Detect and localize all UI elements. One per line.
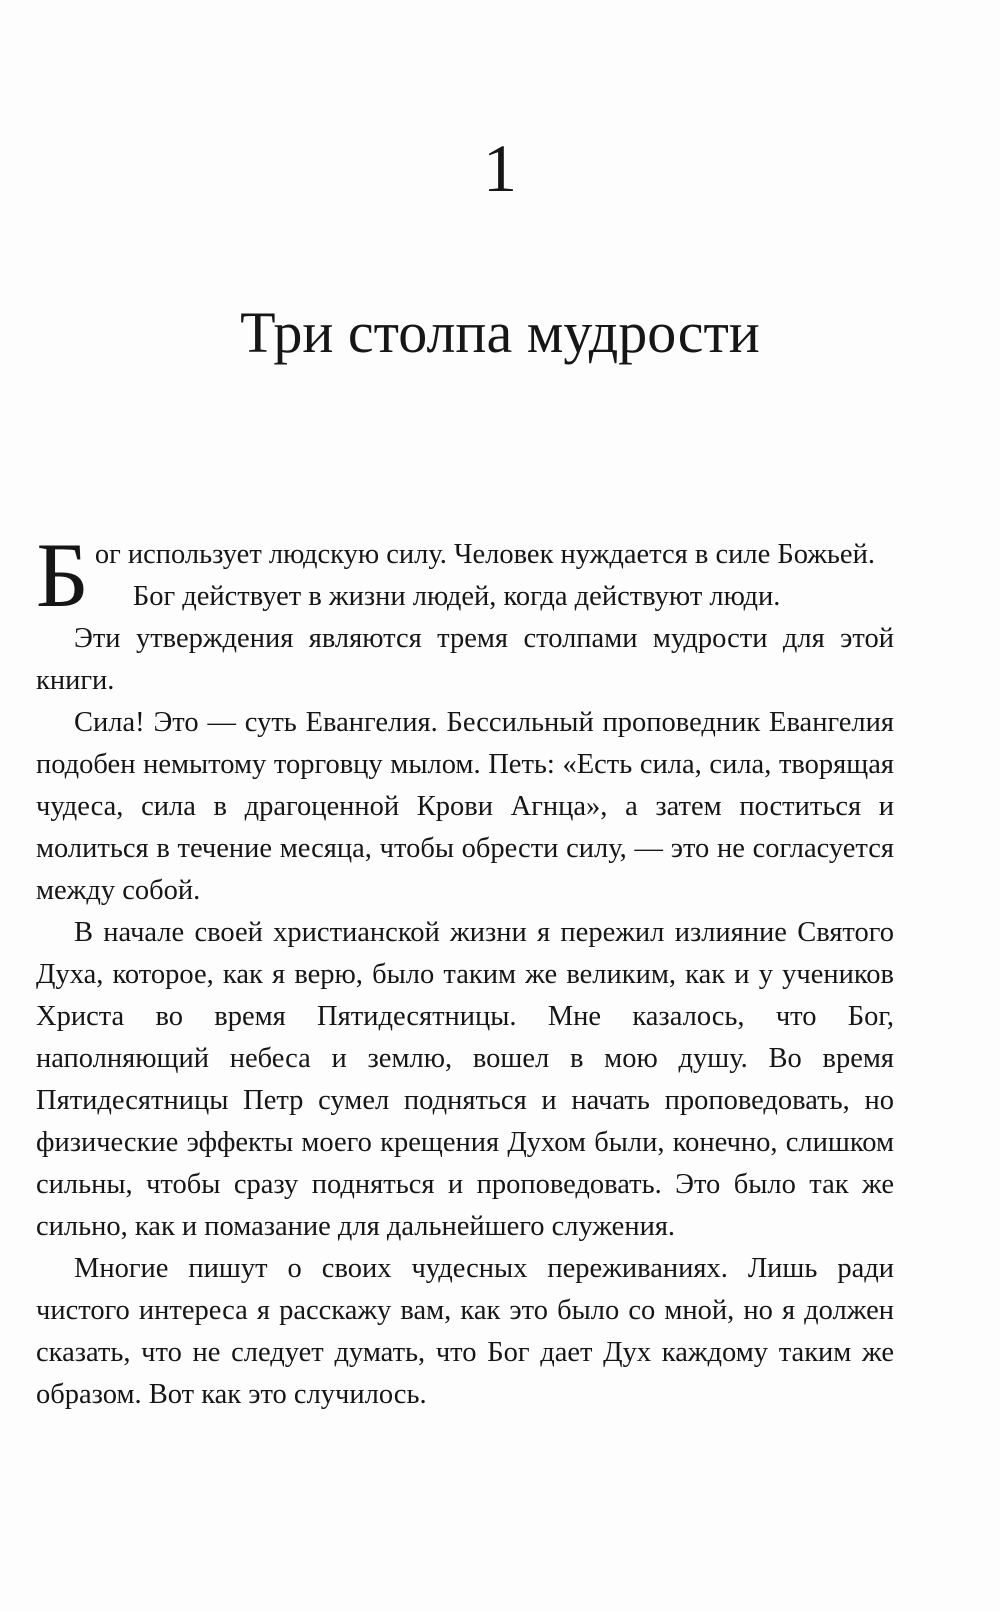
paragraph-3: Эти утверждения являются тремя столпами мудрости для этой книги.: [36, 623, 894, 696]
paragraph-2: Бог действует в жизни людей, когда действуют люди.: [132, 581, 781, 612]
paragraph-6: Многие пишут о своих чудесных переживаниях. Лишь ради чистого интереса я расскажу вам, как это было со мной, но я должен сказать, что не следует думать, что Бог дает Дух каждому таким же образом. Вот как это случилось.: [36, 1253, 894, 1410]
drop-cap: Б: [36, 524, 89, 626]
paragraph-4: Сила! Это — суть Евангелия. Бессильный проповедник Евангелия подобен немытому торговцу мылом. Петь: «Есть сила, сила, творящая чудеса, сила в драгоценной Крови Агнца», а затем поститься и молиться в течение месяца, чтобы обрести силу, — это не согласуется между собой.: [36, 707, 894, 906]
chapter-title: Три столпа мудрости: [240, 300, 760, 365]
paragraph-1-text: ог использует людскую силу. Человек нуждается в силе Божьей.: [94, 539, 875, 570]
chapter-number: 1: [483, 130, 517, 206]
chapter-body: [36, 524, 894, 1416]
paragraph-5: В начале своей христианской жизни я пережил излияние Святого Духа, которое, как я верю, было таким же великим, как и у учеников Христа во время Пятидесятницы. Мне казалось, что Бог, наполняющий небеса и землю, вошел в мою душу. Во время Пятидесятницы Петр сумел подняться и начать проповедовать, но физические эффекты моего крещения Духом были, конечно, слишком сильны, чтобы сразу подняться и проповедовать. Это было так же сильно, как и помазание для дальнейшего служения.: [36, 917, 894, 1242]
